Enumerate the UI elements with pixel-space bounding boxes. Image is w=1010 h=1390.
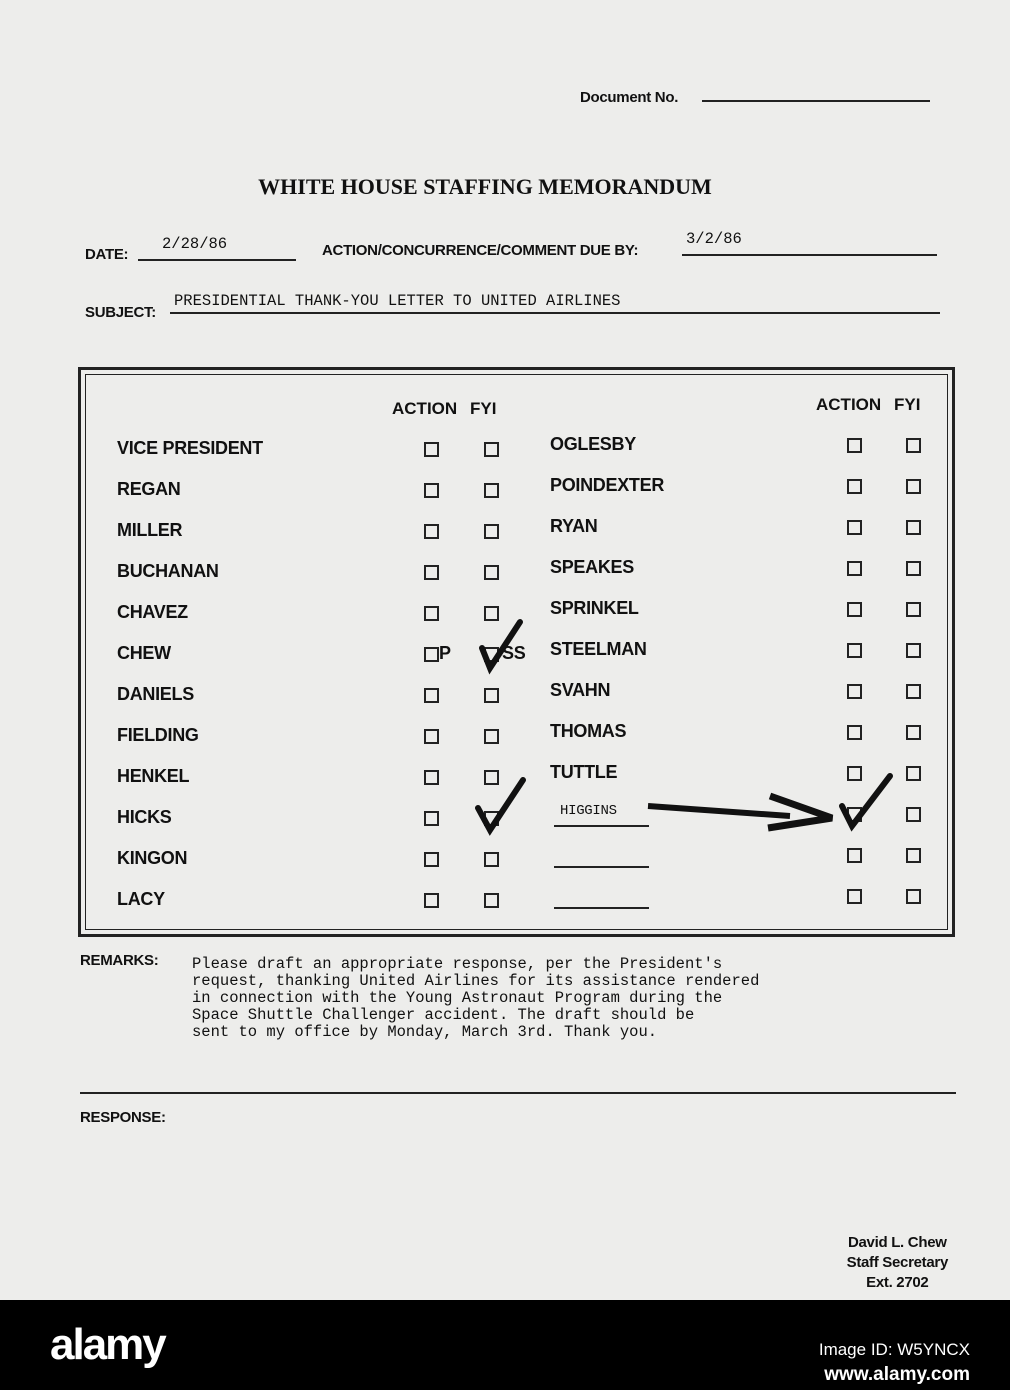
routing-name: MILLER bbox=[117, 520, 183, 540]
due-label: ACTION/CONCURRENCE/COMMENT DUE BY: bbox=[322, 242, 639, 259]
routing-name: CHEW bbox=[117, 643, 171, 663]
fyi-checkbox[interactable] bbox=[906, 807, 921, 822]
action-checkbox[interactable] bbox=[424, 442, 439, 457]
date-line bbox=[138, 259, 296, 261]
blank-name-line bbox=[554, 866, 649, 868]
fyi-checkbox[interactable] bbox=[906, 520, 921, 535]
action-checkbox[interactable] bbox=[847, 643, 862, 658]
action-checkbox[interactable] bbox=[847, 725, 862, 740]
fyi-checkbox[interactable] bbox=[906, 643, 921, 658]
action-checkbox[interactable] bbox=[847, 520, 862, 535]
routing-name: STEELMAN bbox=[550, 639, 647, 659]
action-checkbox[interactable] bbox=[424, 811, 439, 826]
alamy-logo: alamy bbox=[50, 1320, 165, 1369]
signature-block bbox=[847, 1233, 948, 1293]
routing-name: VICE PRESIDENT bbox=[117, 438, 263, 458]
fyi-checkbox[interactable] bbox=[906, 602, 921, 617]
action-checkbox[interactable] bbox=[847, 602, 862, 617]
action-checkbox[interactable] bbox=[847, 766, 862, 781]
fyi-checkbox[interactable] bbox=[484, 483, 499, 498]
remarks-line: request, thanking United Airlines for its assistance rendered bbox=[192, 972, 760, 990]
fyi-checkbox[interactable] bbox=[906, 438, 921, 453]
routing-name: HENKEL bbox=[117, 766, 190, 786]
routing-name: SPEAKES bbox=[550, 557, 634, 577]
subject-line bbox=[170, 312, 940, 314]
fyi-checkbox[interactable] bbox=[906, 725, 921, 740]
date-value: 2/28/86 bbox=[162, 235, 228, 253]
routing-name: RYAN bbox=[550, 516, 598, 536]
handwritten-line bbox=[554, 825, 649, 827]
signature-ext: Ext. 2702 bbox=[866, 1274, 929, 1291]
routing-name: POINDEXTER bbox=[550, 475, 665, 495]
response-label: RESPONSE: bbox=[80, 1109, 166, 1126]
routing-name: THOMAS bbox=[550, 721, 627, 741]
subject-label: SUBJECT: bbox=[85, 304, 156, 321]
left-fyi-header: FYI bbox=[470, 399, 497, 418]
due-value: 3/2/86 bbox=[686, 230, 742, 248]
action-checkbox[interactable] bbox=[424, 893, 439, 908]
fyi-checkbox[interactable] bbox=[484, 606, 499, 621]
right-action-header: ACTION bbox=[816, 395, 882, 414]
document-no-line bbox=[702, 100, 930, 102]
date-label: DATE: bbox=[85, 246, 129, 263]
routing-name: FIELDING bbox=[117, 725, 199, 745]
subject-value: PRESIDENTIAL THANK-YOU LETTER TO UNITED AIRLINES bbox=[174, 292, 621, 310]
due-line bbox=[682, 254, 937, 256]
right-fyi-header: FYI bbox=[894, 395, 921, 414]
action-checkbox[interactable] bbox=[847, 561, 862, 576]
routing-name: SPRINKEL bbox=[550, 598, 639, 618]
footer-bar bbox=[0, 1300, 1010, 1390]
action-checkbox[interactable] bbox=[424, 729, 439, 744]
fyi-checkbox[interactable] bbox=[906, 889, 921, 904]
action-note: P bbox=[439, 643, 451, 663]
action-checkbox[interactable] bbox=[847, 438, 862, 453]
fyi-checkbox[interactable] bbox=[906, 848, 921, 863]
routing-name: TUTTLE bbox=[550, 762, 618, 782]
action-checkbox[interactable] bbox=[847, 889, 862, 904]
action-checkbox[interactable] bbox=[424, 565, 439, 580]
fyi-checkbox[interactable] bbox=[484, 893, 499, 908]
routing-name: REGAN bbox=[117, 479, 181, 499]
routing-name: LACY bbox=[117, 889, 165, 909]
fyi-checkbox[interactable] bbox=[484, 811, 499, 826]
action-checkbox[interactable] bbox=[847, 807, 862, 822]
routing-name: CHAVEZ bbox=[117, 602, 188, 622]
left-action-header: ACTION bbox=[392, 399, 458, 418]
fyi-checkbox[interactable] bbox=[484, 442, 499, 457]
remarks-line: sent to my office by Monday, March 3rd. Thank you. bbox=[192, 1023, 658, 1041]
fyi-checkbox[interactable] bbox=[484, 852, 499, 867]
remarks-line: Please draft an appropriate response, per the President's bbox=[192, 955, 723, 973]
fyi-checkbox[interactable] bbox=[906, 561, 921, 576]
routing-name: HICKS bbox=[117, 807, 172, 827]
footer-url: www.alamy.com bbox=[824, 1364, 970, 1385]
image-id: Image ID: W5YNCX bbox=[818, 1340, 970, 1359]
fyi-checkbox[interactable] bbox=[906, 479, 921, 494]
remarks-line: Space Shuttle Challenger accident. The draft should be bbox=[192, 1006, 695, 1024]
fyi-checkbox[interactable] bbox=[484, 770, 499, 785]
routing-name: OGLESBY bbox=[550, 434, 636, 454]
action-checkbox[interactable] bbox=[424, 483, 439, 498]
action-checkbox[interactable] bbox=[424, 647, 439, 662]
routing-name: DANIELS bbox=[117, 684, 194, 704]
fyi-checkbox[interactable] bbox=[484, 524, 499, 539]
routing-name: SVAHN bbox=[550, 680, 611, 700]
action-checkbox[interactable] bbox=[847, 684, 862, 699]
action-checkbox[interactable] bbox=[424, 606, 439, 621]
document-no-label: Document No. bbox=[580, 89, 679, 106]
fyi-checkbox[interactable] bbox=[484, 565, 499, 580]
remarks-line: in connection with the Young Astronaut Program during the bbox=[192, 989, 723, 1007]
fyi-checkbox[interactable] bbox=[484, 688, 499, 703]
routing-name: KINGON bbox=[117, 848, 188, 868]
fyi-checkbox[interactable] bbox=[906, 766, 921, 781]
routing-name: HIGGINS bbox=[560, 803, 617, 819]
response-divider bbox=[80, 1092, 956, 1094]
fyi-note: SS bbox=[502, 643, 526, 663]
remarks-label: REMARKS: bbox=[80, 952, 159, 969]
remarks-text bbox=[192, 956, 759, 1041]
action-checkbox[interactable] bbox=[424, 688, 439, 703]
action-checkbox[interactable] bbox=[424, 524, 439, 539]
fyi-checkbox[interactable] bbox=[484, 647, 499, 662]
fyi-checkbox[interactable] bbox=[484, 729, 499, 744]
blank-name-line bbox=[554, 907, 649, 909]
action-checkbox[interactable] bbox=[424, 770, 439, 785]
fyi-checkbox[interactable] bbox=[906, 684, 921, 699]
page-title: WHITE HOUSE STAFFING MEMORANDUM bbox=[258, 174, 712, 199]
signature-name: David L. Chew bbox=[847, 1234, 947, 1251]
routing-name: BUCHANAN bbox=[117, 561, 219, 581]
action-checkbox[interactable] bbox=[424, 852, 439, 867]
action-checkbox[interactable] bbox=[847, 848, 862, 863]
signature-title: Staff Secretary bbox=[846, 1254, 948, 1271]
action-checkbox[interactable] bbox=[847, 479, 862, 494]
